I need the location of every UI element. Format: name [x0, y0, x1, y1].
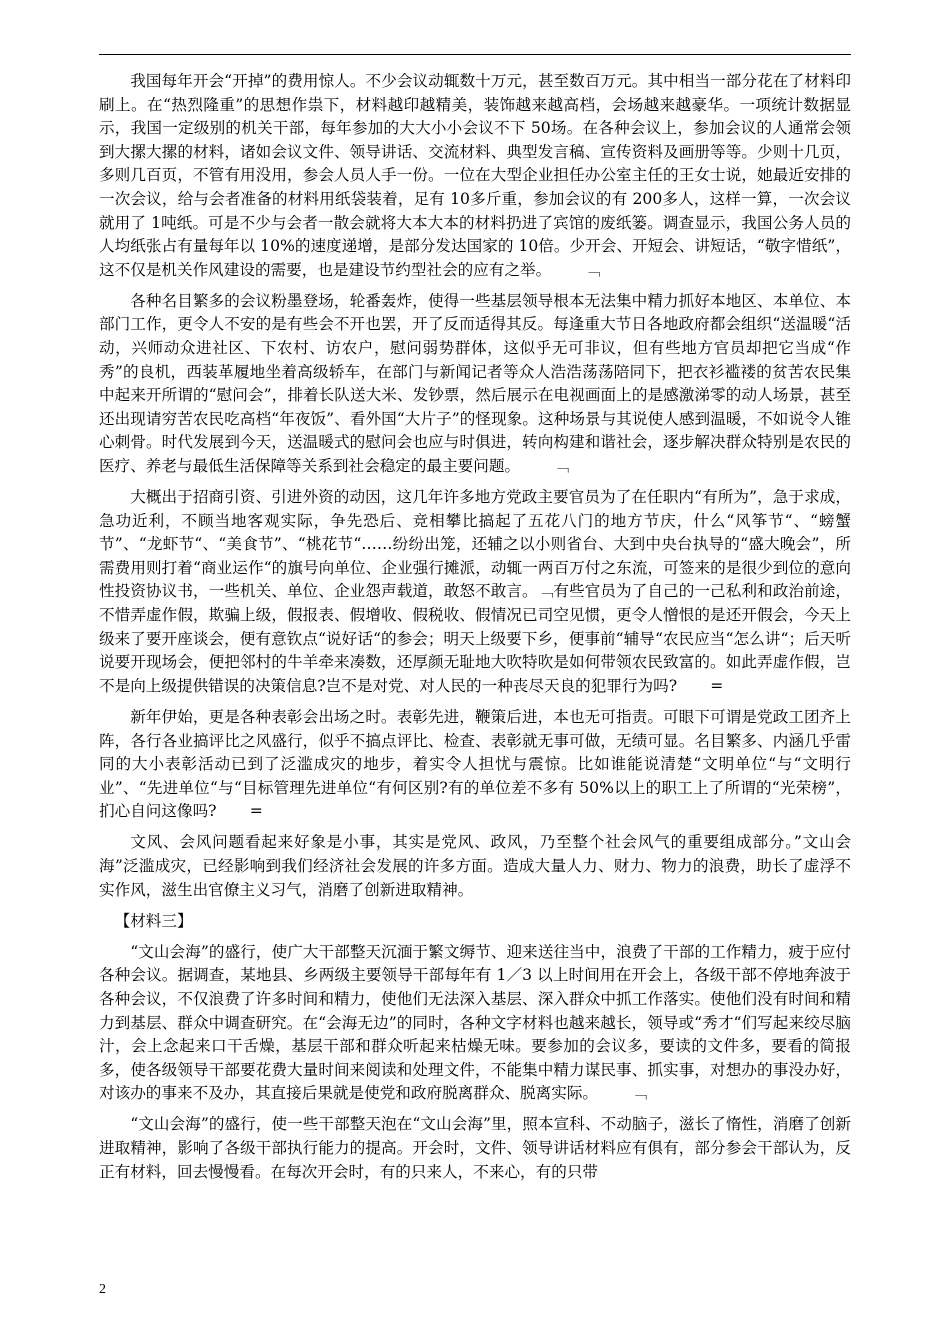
page-number: 2: [99, 1282, 106, 1297]
section-heading: [99, 910, 851, 934]
paragraph-text: “文山会海”的盛行，使一些干部整天泡在“文山会海”里，照本宣科、不动脑子，滋长了惰性，消磨了创新进取精神，影响了各级干部执行能力的提高。开会时，文件、领导讲话材料应有俱有，部分参会干部认为，反正有材料，回去慢慢看。在每次开会时，有的只来人，不来心，有的只带: [99, 1115, 851, 1181]
paragraph-4: [99, 706, 851, 824]
paragraph-7: [99, 1113, 851, 1184]
paragraph-mark: ﹁: [584, 260, 601, 279]
paragraph-5: [99, 831, 851, 902]
paragraph-text: 各种名目繁多的会议粉墨登场，轮番轰炸，使得一些基层领导根本无法集中精力抓好本地区、本单位、本部门工作，更令人不安的是有些会不开也罢，开了反而适得其反。每逢重大节日各地政府都会组织“送温暖“活动，兴师动众进社区、下农村、访农户，慰问弱势群体，这似乎无可非议，但有些地方官员却把它当成“作秀”的良机，西装革履地坐着高级轿车，在部门与新闻记者等众人浩浩荡荡陪同下，把衣衫褴褛的贫苦农民集中起来开所谓的“慰问会”，排着长队送大米、发钞票，然后展示在电视画面上的是感激涕零的动人场景，甚至还出现请穷苦农民吃高档“年夜饭”、看外国“大片子”的怪现象。这种场景与其说使人感到温暖，不如说令人锥心刺骨。时代发展到今天，送温暖式的慰问会也应与时俱进，转向构建和谐社会，逐步解决群众特别是农民的医疗、养老与最低生活保障等关系到社会稳定的最主要问题。: [99, 291, 851, 475]
paragraph-2: [99, 290, 851, 479]
paragraph-1: [99, 70, 851, 282]
paragraph-mark: =: [249, 802, 263, 821]
paragraph-text: “文山会海”的盛行，使广大干部整天沉湎于繁文缛节、迎来送往当中，浪费了干部的工作精力，疲于应付各种会议。据调查，某地县、乡两级主要领导干部每年有 1／3 以上时间用在开会上，各级干部不停地奔波于各种会议，不仅浪费了许多时间和精力，使他们无法深入基层、深入群众中抓工作落实。使他们没有时间和精力到基层、群众中调查研究。在“会海无边”的同时，各种文字材料也越来越长，领导或“秀才“们写起来绞尽脑汁，会上念起来口干舌燥，基层干部和群众听起来枯燥无味。要参加的会议多，要读的文件多，要看的简报多，使各级领导干部要花费大量时间来阅读和处理文件，不能集中精力谋民事、抓实事，对想办的事没办好，对该办的事来不及办，其直接后果就是使党和政府脱离群众、脱离实际。: [99, 942, 851, 1103]
paragraph-text: 文风、会风问题看起来好象是小事，其实是党风、政风，乃至整个社会风气的重要组成部分。”文山会海”泛滥成灾，已经影响到我们经济社会发展的许多方面。造成大量人力、财力、物力的浪费，助长了虚浮不实作风，滋生出官僚主义习气，消磨了创新进取精神。: [99, 833, 851, 899]
heading-text: 【材料三】: [114, 911, 193, 930]
document-body: [99, 70, 851, 1192]
paragraph-3: [99, 486, 851, 698]
header-rule: [99, 54, 851, 55]
paragraph-mark: ﹁: [553, 457, 569, 475]
paragraph-text: 新年伊始，更是各种表彰会出场之时。表彰先进，鞭策后进，本也无可指责。可眼下可谓是党政工团齐上阵，各行各业搞评比之风盛行，似乎不搞点评比、检查、表彰就无事可做，无绩可显。名目繁多、内涵几乎雷同的大小表彰活动已到了泛滥成灾的地步，着实令人担忧与震惊。比如谁能说清楚“文明单位“与“文明行业”、“先进单位“与“目标管理先进单位“有何区别?有的单位差不多有 50%以上的职工上了所谓的“光荣榜”，扪心自问这像吗?: [99, 707, 851, 821]
paragraph-text: 大概出于招商引资、引进外资的动因，这几年许多地方党政主要官员为了在任职内“有所为”，急于求成，急功近利，不顾当地客观实际，争先恐后、竞相攀比搞起了五花八门的地方节庆，什么“风筝节“、“螃蟹节”、“龙虾节“、“美食节”、“桃花节“……纷纷出笼，还辅之以小则省台、大到中央台执导的“盛大晚会”，所需费用则打着“商业运作“的旗号向单位、企业强行摊派，动辄一两百万付之东流，可签来的是很少到位的意向性投资协议书，一些机关、单位、企业怨声载道，敢怒不敢言。﹁有些官员为了自己的一己私利和政治前途，不惜弄虚作假，欺骗上级，假报表、假增收、假税收、假情况已司空见惯，更令人憎恨的是还开假会，今天上级来了要开座谈会，便有意钦点“说好话“的参会；明天上级要下乡，便事前“辅导“农民应当“怎么讲“；后天听说要开现场会，便把邻村的牛羊牵来凑数，还厚颜无耻地大吹特吹是如何带领农民致富的。如此弄虚作假，岂不是向上级提供错误的决策信息?岂不是对党、对人民的一种丧尽天良的犯罪行为吗?: [99, 488, 851, 695]
paragraph-mark: =: [710, 676, 724, 695]
paragraph-text: 我国每年开会“开掉”的费用惊人。不少会议动辄数十万元，甚至数百万元。其中相当一部分花在了材料印刷上。在“热烈隆重”的思想作祟下，材料越印越精美，装饰越来越高档，会场越来越豪华。一项统计数据显示，我国一定级别的机关干部，每年参加的大大小小会议不下 50场。在各种会议上，参加会议的人通常会领到大摞大摞的材料，诸如会议文件、领导讲话、交流材料、典型发言稿、宣传资料及画册等等。少则十几页，多则几百页，不管有用没用，参会人员人手一份。一位在大型企业担任办公室主任的王女士说，她最近安排的一次会议，给与会者准备的材料用纸袋装着，足有 10多斤重，参加会议的有 200多人，这样一算，一次会议就用了 1吨纸。可是不少与会者一散会就将大本大本的材料扔进了宾馆的废纸篓。调查显示，我国公务人员的人均纸张占有量每年以 10%的速度递增，是部分发达国家的 10倍。少开会、开短会、讲短话，“敬字惜纸”，这不仅是机关作风建设的需要，也是建设节约型社会的应有之举。: [99, 72, 851, 279]
paragraph-6: [99, 941, 851, 1106]
paragraph-mark: ﹁: [631, 1084, 647, 1103]
